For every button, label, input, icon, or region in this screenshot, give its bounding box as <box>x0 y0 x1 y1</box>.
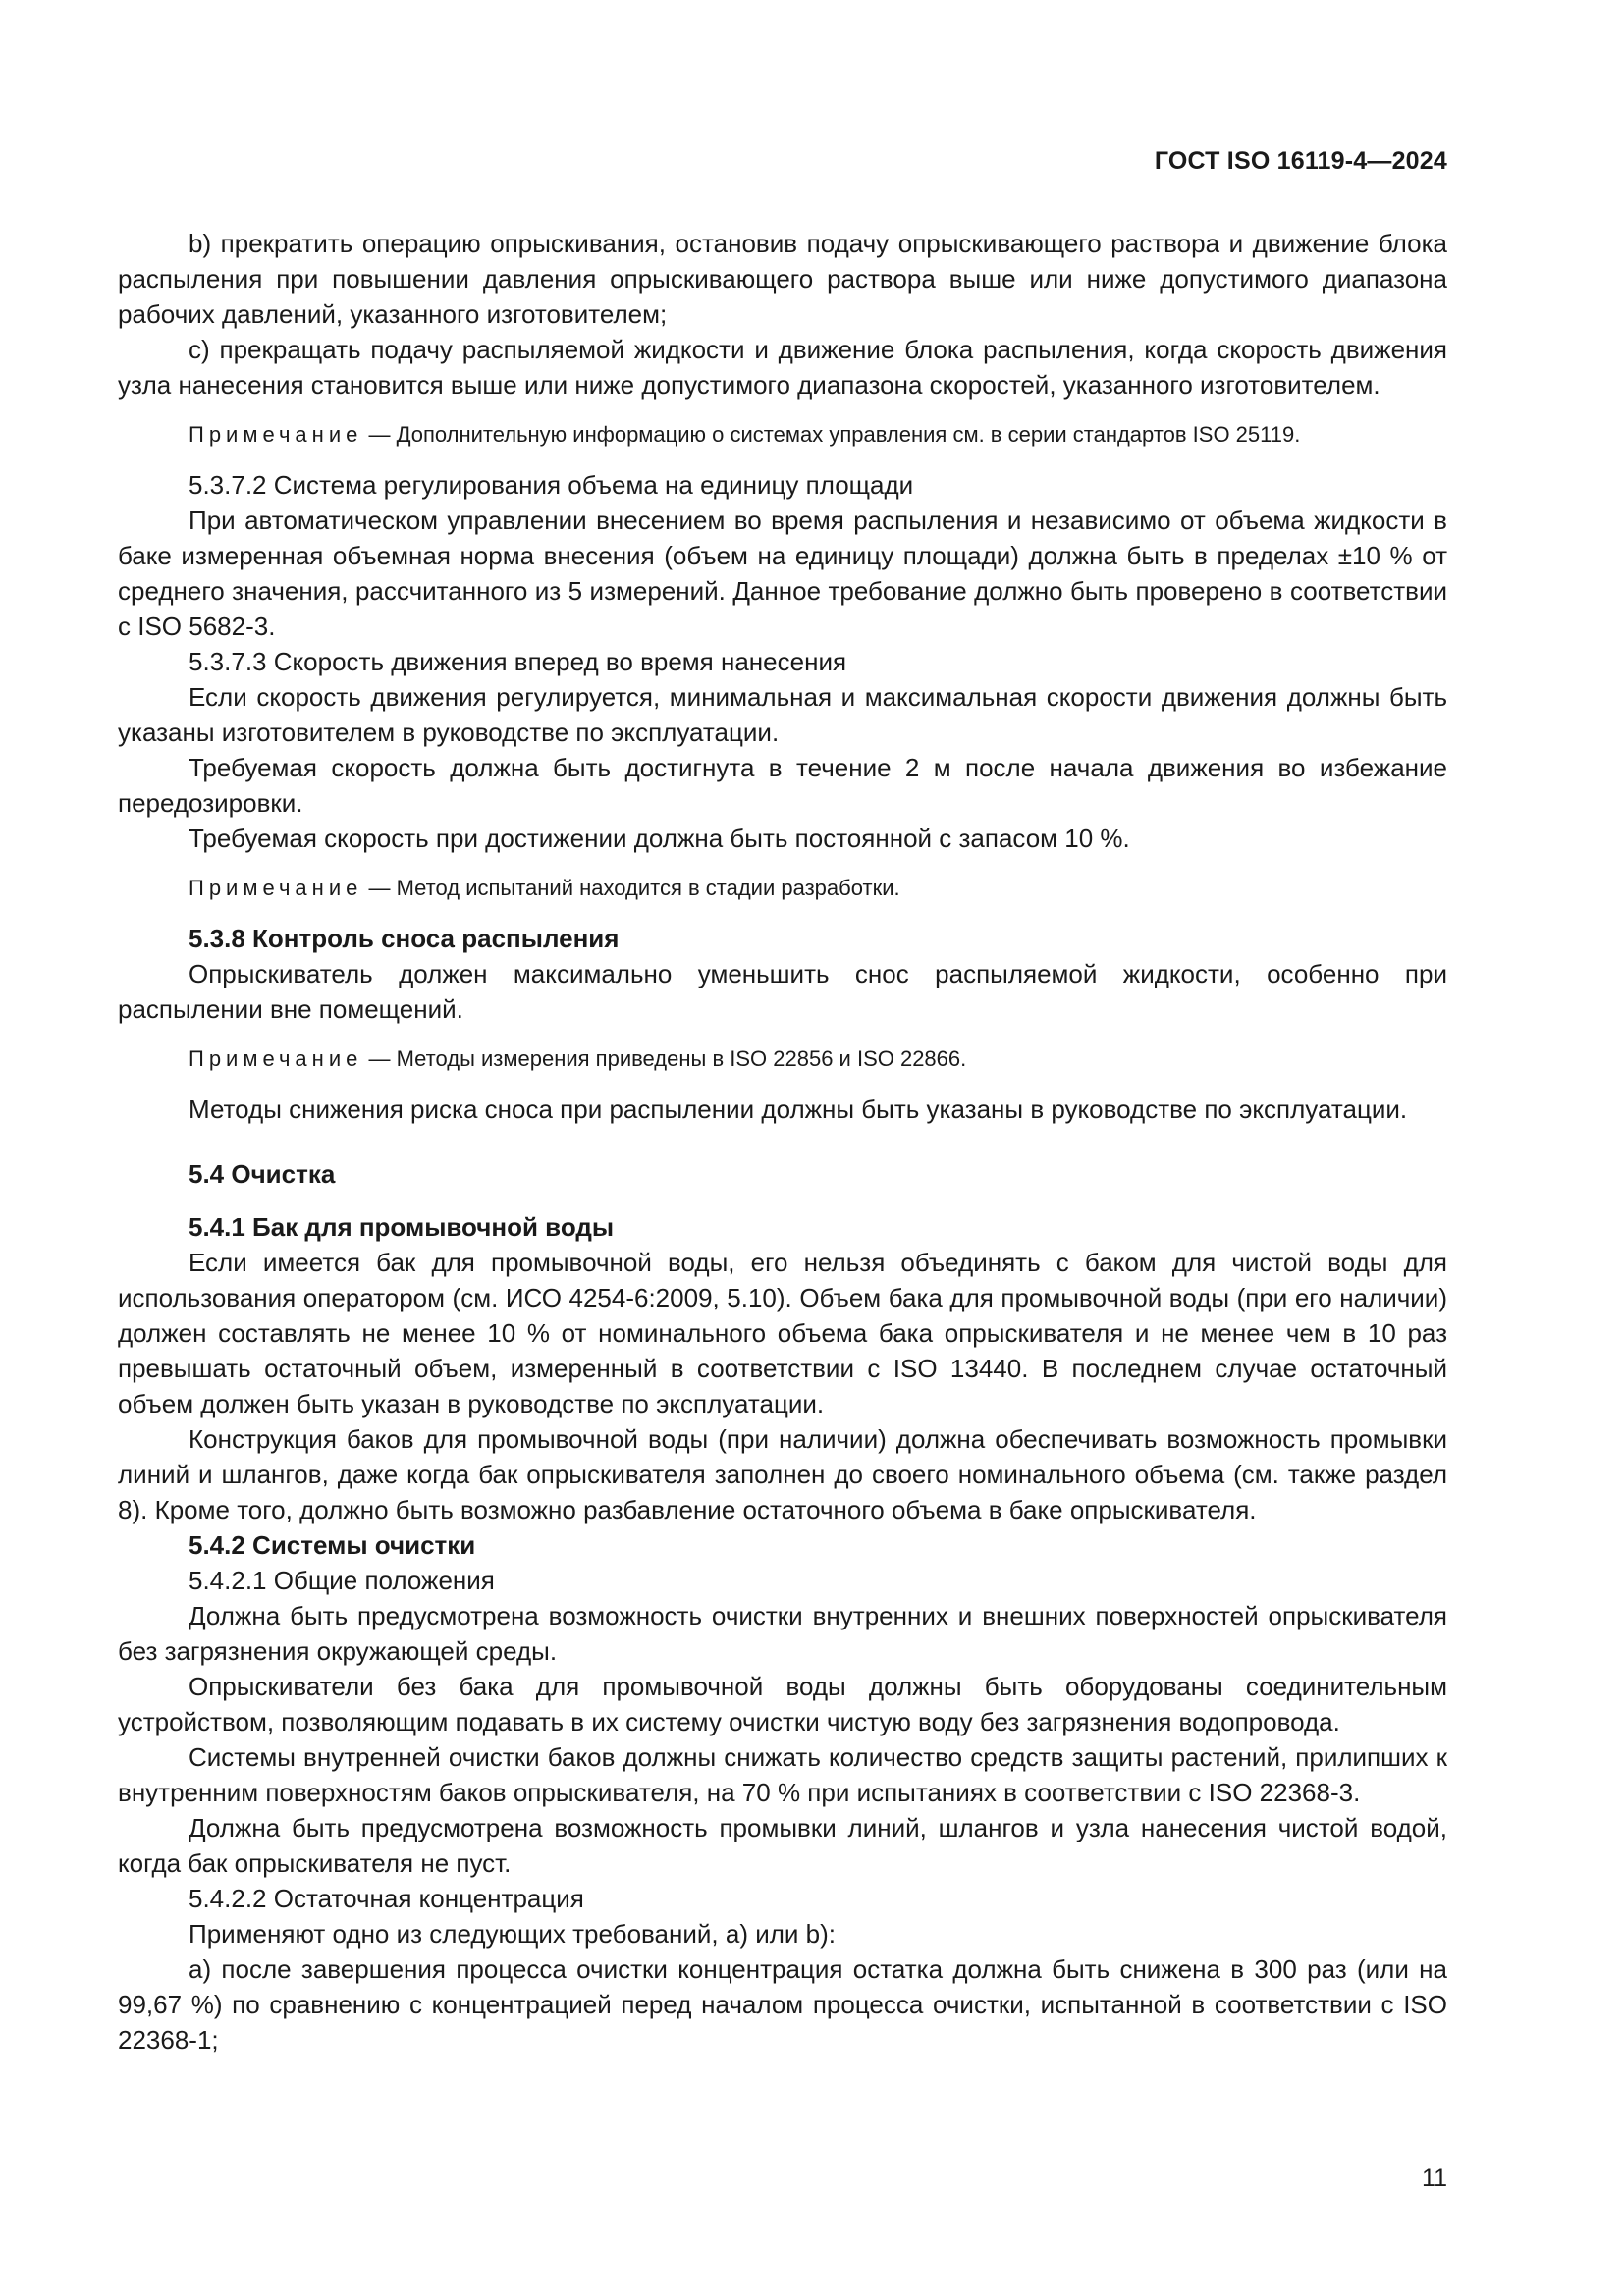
paragraph: Опрыскиватель должен максимально уменьшить снос распыляемой жидкости, особенно при распылении вне помещений. <box>118 959 1447 1024</box>
paragraph: Требуемая скорость должна быть достигнута в течение 2 м после начала движения во избежание передозировки. <box>118 753 1447 818</box>
paragraph-item-a: a) после завершения процесса очистки концентрация остатка должна быть снижена в 300 раз (или на 99,67 %) по сравнению с концентрацией перед началом процесса очистки, испытанной в соответствии с ISO 22368-1; <box>118 1954 1447 2055</box>
note-2 <box>118 872 1447 905</box>
paragraph: Если имеется бак для промывочной воды, его нельзя объединять с баком для чистой воды для использования оператором (см. ИСО 4254-6:2009, 5.10). Объем бака для промывочной воды (при его наличии) должен составлять не менее 10 % от номинального объема бака опрыскивателя и не менее чем в 10 раз превышать остаточный объем, измеренный в соответствии с ISO 13440. В последнем случае остаточный объем должен быть указан в руководстве по эксплуатации. <box>118 1248 1447 1418</box>
note-text: — Дополнительную информацию о системах управления см. в серии стандартов ISO 25119. <box>368 422 1301 447</box>
paragraph: Должна быть предусмотрена возможность промывки линий, шлангов и узла нанесения чистой водой, когда бак опрыскивателя не пуст. <box>118 1813 1447 1878</box>
paragraph: При автоматическом управлении внесением во время распыления и независимо от объема жидкости в баке измеренная объемная норма внесения (объем на единицу площади) должна быть в пределах ±10 % от среднего значения, рассчитанного из 5 измерений. Данное требование должно быть проверено в соответствии с ISO 5682-3. <box>118 506 1447 641</box>
note-label: Примечание <box>189 1046 363 1071</box>
paragraph: Применяют одно из следующих требований, a) или b): <box>189 1919 836 1949</box>
paragraph-item-b: b) прекратить операцию опрыскивания, остановив подачу опрыскивающего раствора и движение блока распыления при повышении давления опрыскивающего раствора выше или ниже допустимого диапазона рабочих давлений, указанного изготовителем; <box>118 229 1447 329</box>
subsection-5-3-7-2-title: 5.3.7.2 Система регулирования объема на единицу площади <box>189 470 914 500</box>
note-3 <box>118 1042 1447 1076</box>
section-5-3-8-heading: 5.3.8 Контроль сноса распыления <box>189 924 620 953</box>
note-text: — Методы измерения приведены в ISO 22856 и ISO 22866. <box>368 1046 967 1071</box>
paragraph: Если скорость движения регулируется, минимальная и максимальная скорости движения должны быть указаны изготовителем в руководстве по эксплуатации. <box>118 682 1447 747</box>
subsection-5-4-2-2-title: 5.4.2.2 Остаточная концентрация <box>189 1884 584 1913</box>
section-5-4-heading: 5.4 Очистка <box>189 1159 336 1189</box>
paragraph-item-c: c) прекращать подачу распыляемой жидкости и движение блока распыления, когда скорость движения узла нанесения становится выше или ниже допустимого диапазона скоростей, указанного изготовителем. <box>118 335 1447 400</box>
paragraph: Требуемая скорость при достижении должна быть постоянной с запасом 10 %. <box>189 824 1130 853</box>
paragraph: Системы внутренней очистки баков должны снижать количество средств защиты растений, прилипших к внутренним поверхностям баков опрыскивателя, на 70 % при испытаниях в соответствии с ISO 22368-3. <box>118 1742 1447 1807</box>
paragraph: Должна быть предусмотрена возможность очистки внутренних и внешних поверхностей опрыскивателя без загрязнения окружающей среды. <box>118 1601 1447 1666</box>
note-label: Примечание <box>189 422 363 447</box>
paragraph: Конструкция баков для промывочной воды (при наличии) должна обеспечивать возможность промывки линий и шлангов, даже когда бак опрыскивателя заполнен до своего номинального объема (см. также раздел 8). Кроме того, должно быть возможно разбавление остаточного объема в баке опрыскивателя. <box>118 1424 1447 1524</box>
note-label: Примечание <box>189 876 363 900</box>
page-number: 11 <box>1422 2164 1447 2192</box>
document-body <box>118 226 1447 2057</box>
subsection-5-4-2-1-title: 5.4.2.1 Общие положения <box>189 1566 495 1595</box>
note-text: — Метод испытаний находится в стадии разработки. <box>368 876 900 900</box>
paragraph: Методы снижения риска сноса при распылении должны быть указаны в руководстве по эксплуатации. <box>189 1095 1408 1124</box>
paragraph: Опрыскиватели без бака для промывочной воды должны быть оборудованы соединительным устройством, позволяющим подавать в их систему очистки чистую воду без загрязнения водопровода. <box>118 1672 1447 1736</box>
document-header-standard-id: ГОСТ ISO 16119-4—2024 <box>1154 147 1447 175</box>
section-5-4-2-heading: 5.4.2 Системы очистки <box>189 1530 476 1560</box>
note-1 <box>118 418 1447 452</box>
subsection-5-3-7-3-title: 5.3.7.3 Скорость движения вперед во время нанесения <box>189 647 847 676</box>
section-5-4-1-heading: 5.4.1 Бак для промывочной воды <box>189 1212 615 1242</box>
